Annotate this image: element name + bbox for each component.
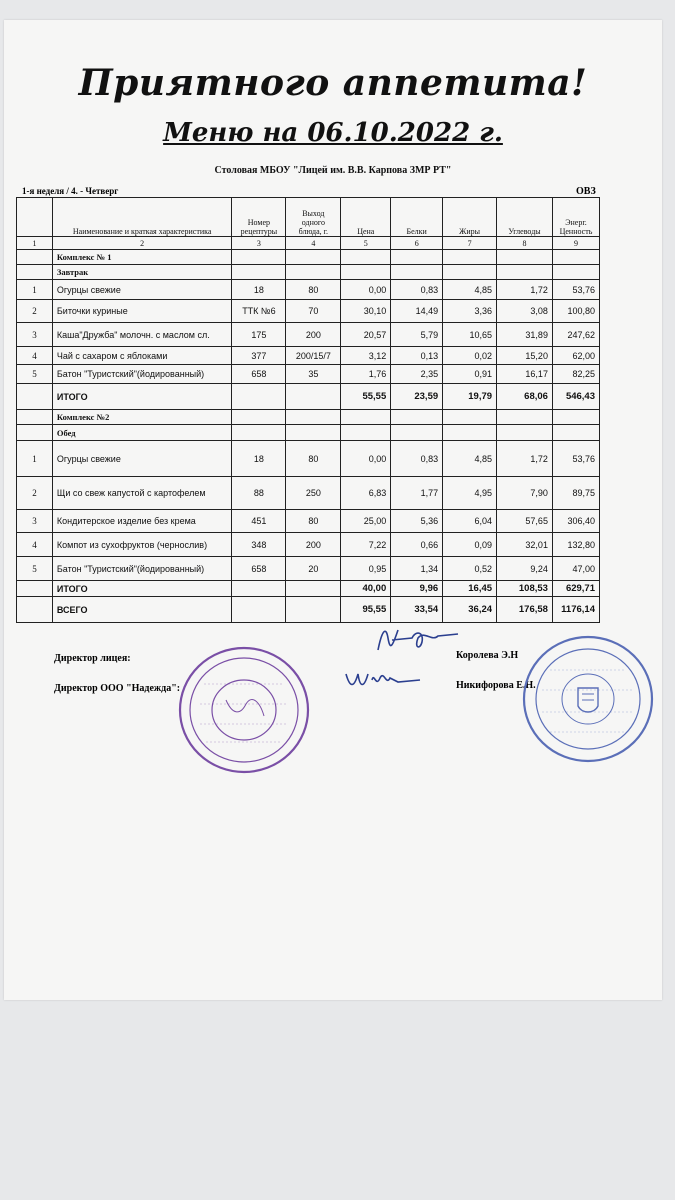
dish-carbs: 3,08	[497, 300, 553, 323]
grand-total-price: 95,55	[341, 597, 391, 623]
recipe-number: 451	[232, 510, 286, 533]
recipe-number: 18	[232, 441, 286, 477]
dish-name: Биточки куриные	[52, 300, 232, 323]
dish-carbs: 32,01	[497, 533, 553, 557]
grand-total-label: ВСЕГО	[52, 597, 232, 623]
dish-fat: 4,95	[443, 477, 497, 510]
meal-lunch-label: Обед	[52, 425, 232, 441]
dish-name: Чай с сахаром с яблоками	[52, 347, 232, 365]
dish-energy: 247,62	[552, 323, 599, 347]
recipe-number: 18	[232, 280, 286, 300]
column-numbers-row	[17, 237, 600, 250]
menu-table	[16, 197, 600, 623]
col-header-price: Цена	[341, 198, 391, 237]
grand-total-protein: 33,54	[391, 597, 443, 623]
dish-protein: 0,83	[391, 280, 443, 300]
dish-yield: 20	[286, 557, 341, 581]
blue-round-stamp	[520, 632, 656, 766]
dish-protein: 0,66	[391, 533, 443, 557]
dish-name: Батон "Туристский"(йодированный)	[52, 365, 232, 384]
complex1-total-row	[17, 384, 600, 410]
dish-protein: 0,13	[391, 347, 443, 365]
meal-breakfast-label: Завтрак	[52, 265, 232, 280]
dish-name: Огурцы свежие	[52, 280, 232, 300]
dish-yield: 80	[286, 280, 341, 300]
row-number: 4	[17, 347, 53, 365]
row-number: 4	[17, 533, 53, 557]
handwritten-signature	[372, 620, 462, 660]
dish-yield: 200/15/7	[286, 347, 341, 365]
dish-price: 7,22	[341, 533, 391, 557]
total-price: 55,55	[341, 384, 391, 410]
row-number: 3	[17, 510, 53, 533]
row-number: 3	[17, 323, 53, 347]
dish-yield: 200	[286, 533, 341, 557]
lunch-label-row	[17, 425, 600, 441]
dish-name: Щи со свеж капустой с картофелем	[52, 477, 232, 510]
col-number: 6	[391, 237, 443, 250]
table-row	[17, 477, 600, 510]
menu-date-heading: Меню на 06.10.2022 г.	[163, 118, 503, 148]
dish-energy: 53,76	[552, 280, 599, 300]
dish-energy: 100,80	[552, 300, 599, 323]
dish-price: 0,00	[341, 280, 391, 300]
dish-name: Кондитерское изделие без крема	[52, 510, 232, 533]
grand-total-row	[17, 597, 600, 623]
recipe-number: 175	[232, 323, 286, 347]
dish-price: 20,57	[341, 323, 391, 347]
row-number: 1	[17, 280, 53, 300]
dish-protein: 1,34	[391, 557, 443, 581]
table-row	[17, 280, 600, 300]
recipe-number: 658	[232, 557, 286, 581]
row-number: 1	[17, 441, 53, 477]
dish-price: 25,00	[341, 510, 391, 533]
total-fat: 19,79	[443, 384, 497, 410]
dish-yield: 200	[286, 323, 341, 347]
total-carbs: 108,53	[497, 581, 553, 597]
director-label: Директор лицея:	[54, 653, 131, 664]
menu-sheet	[4, 20, 662, 1000]
dish-protein: 1,77	[391, 477, 443, 510]
row-number: 2	[17, 300, 53, 323]
director-name: Королева Э.Н	[456, 650, 519, 661]
dish-protein: 5,79	[391, 323, 443, 347]
table-row	[17, 557, 600, 581]
dish-fat: 0,52	[443, 557, 497, 581]
table-row	[17, 323, 600, 347]
grand-total-energy: 1176,14	[552, 597, 599, 623]
col-header-name: Наименование и краткая характеристика	[52, 198, 232, 237]
total-protein: 9,96	[391, 581, 443, 597]
col-number: 5	[341, 237, 391, 250]
table-row	[17, 441, 600, 477]
dish-name: Компот из сухофруктов (чернослив)	[52, 533, 232, 557]
complex1-label: Комплекс № 1	[52, 250, 232, 265]
dish-fat: 0,09	[443, 533, 497, 557]
col-number: 4	[286, 237, 341, 250]
dish-fat: 4,85	[443, 441, 497, 477]
total-label: ИТОГО	[52, 384, 232, 410]
grand-total-carbs: 176,58	[497, 597, 553, 623]
dish-protein: 5,36	[391, 510, 443, 533]
dish-name: Каша"Дружба" молочн. с маслом сл.	[52, 323, 232, 347]
col-number: 9	[552, 237, 599, 250]
col-header-energy: Энерг. Ценность	[552, 198, 599, 237]
dish-energy: 53,76	[552, 441, 599, 477]
col-header-num	[17, 198, 53, 237]
dish-price: 30,10	[341, 300, 391, 323]
dish-fat: 0,02	[443, 347, 497, 365]
dish-fat: 4,85	[443, 280, 497, 300]
dish-protein: 0,83	[391, 441, 443, 477]
col-header-yield: Выход одного блюда, г.	[286, 198, 341, 237]
complex2-label: Комплекс №2	[52, 410, 232, 425]
dish-energy: 62,00	[552, 347, 599, 365]
col-header-carbs: Углеводы	[497, 198, 553, 237]
dish-energy: 306,40	[552, 510, 599, 533]
table-row	[17, 365, 600, 384]
total-label: ИТОГО	[52, 581, 232, 597]
complex2-label-row	[17, 410, 600, 425]
dish-carbs: 16,17	[497, 365, 553, 384]
canteen-name: Столовая МБОУ "Лицей им. В.В. Карпова ЗМР РТ"	[214, 165, 452, 176]
dish-carbs: 9,24	[497, 557, 553, 581]
dish-name: Батон "Туристский"(йодированный)	[52, 557, 232, 581]
total-energy: 546,43	[552, 384, 599, 410]
page-title: Приятного аппетита!	[78, 62, 588, 104]
col-number: 2	[52, 237, 232, 250]
dish-carbs: 1,72	[497, 441, 553, 477]
recipe-number: 377	[232, 347, 286, 365]
col-header-protein: Белки	[391, 198, 443, 237]
dish-price: 6,83	[341, 477, 391, 510]
total-protein: 23,59	[391, 384, 443, 410]
dish-fat: 10,65	[443, 323, 497, 347]
row-number: 5	[17, 365, 53, 384]
total-price: 40,00	[341, 581, 391, 597]
dish-protein: 14,49	[391, 300, 443, 323]
supplier-director-label: Директор ООО "Надежда":	[54, 683, 181, 694]
col-number: 8	[497, 237, 553, 250]
table-row	[17, 533, 600, 557]
dish-yield: 70	[286, 300, 341, 323]
supplier-director-name: Никифорова Е.Н.	[456, 680, 536, 691]
table-header-row	[17, 198, 600, 237]
recipe-number: 348	[232, 533, 286, 557]
row-number: 2	[17, 477, 53, 510]
dish-price: 0,95	[341, 557, 391, 581]
complex1-label-row	[17, 250, 600, 265]
dish-price: 3,12	[341, 347, 391, 365]
dish-fat: 3,36	[443, 300, 497, 323]
recipe-number: 88	[232, 477, 286, 510]
total-fat: 16,45	[443, 581, 497, 597]
table-row	[17, 510, 600, 533]
dish-yield: 80	[286, 441, 341, 477]
dish-price: 0,00	[341, 441, 391, 477]
dish-fat: 0,91	[443, 365, 497, 384]
table-row	[17, 300, 600, 323]
dish-energy: 132,80	[552, 533, 599, 557]
dish-carbs: 1,72	[497, 280, 553, 300]
dish-yield: 250	[286, 477, 341, 510]
col-number: 3	[232, 237, 286, 250]
dish-yield: 35	[286, 365, 341, 384]
dish-energy: 47,00	[552, 557, 599, 581]
dish-protein: 2,35	[391, 365, 443, 384]
grand-total-fat: 36,24	[443, 597, 497, 623]
dish-carbs: 31,89	[497, 323, 553, 347]
dish-fat: 6,04	[443, 510, 497, 533]
col-number: 1	[17, 237, 53, 250]
handwritten-signature	[342, 660, 432, 696]
dish-price: 1,76	[341, 365, 391, 384]
breakfast-label-row	[17, 265, 600, 280]
purple-round-stamp	[176, 644, 312, 776]
dish-carbs: 7,90	[497, 477, 553, 510]
col-header-fat: Жиры	[443, 198, 497, 237]
recipe-number: ТТК №6	[232, 300, 286, 323]
recipe-number: 658	[232, 365, 286, 384]
category-label: ОВЗ	[576, 186, 596, 197]
dish-name: Огурцы свежие	[52, 441, 232, 477]
dish-carbs: 15,20	[497, 347, 553, 365]
dish-energy: 89,75	[552, 477, 599, 510]
total-energy: 629,71	[552, 581, 599, 597]
week-day-label: 1-я неделя / 4. - Четверг	[22, 186, 119, 196]
col-number: 7	[443, 237, 497, 250]
complex2-total-row	[17, 581, 600, 597]
table-row	[17, 347, 600, 365]
row-number: 5	[17, 557, 53, 581]
dish-energy: 82,25	[552, 365, 599, 384]
total-carbs: 68,06	[497, 384, 553, 410]
dish-carbs: 57,65	[497, 510, 553, 533]
dish-yield: 80	[286, 510, 341, 533]
col-header-recipe: Номер рецептуры	[232, 198, 286, 237]
